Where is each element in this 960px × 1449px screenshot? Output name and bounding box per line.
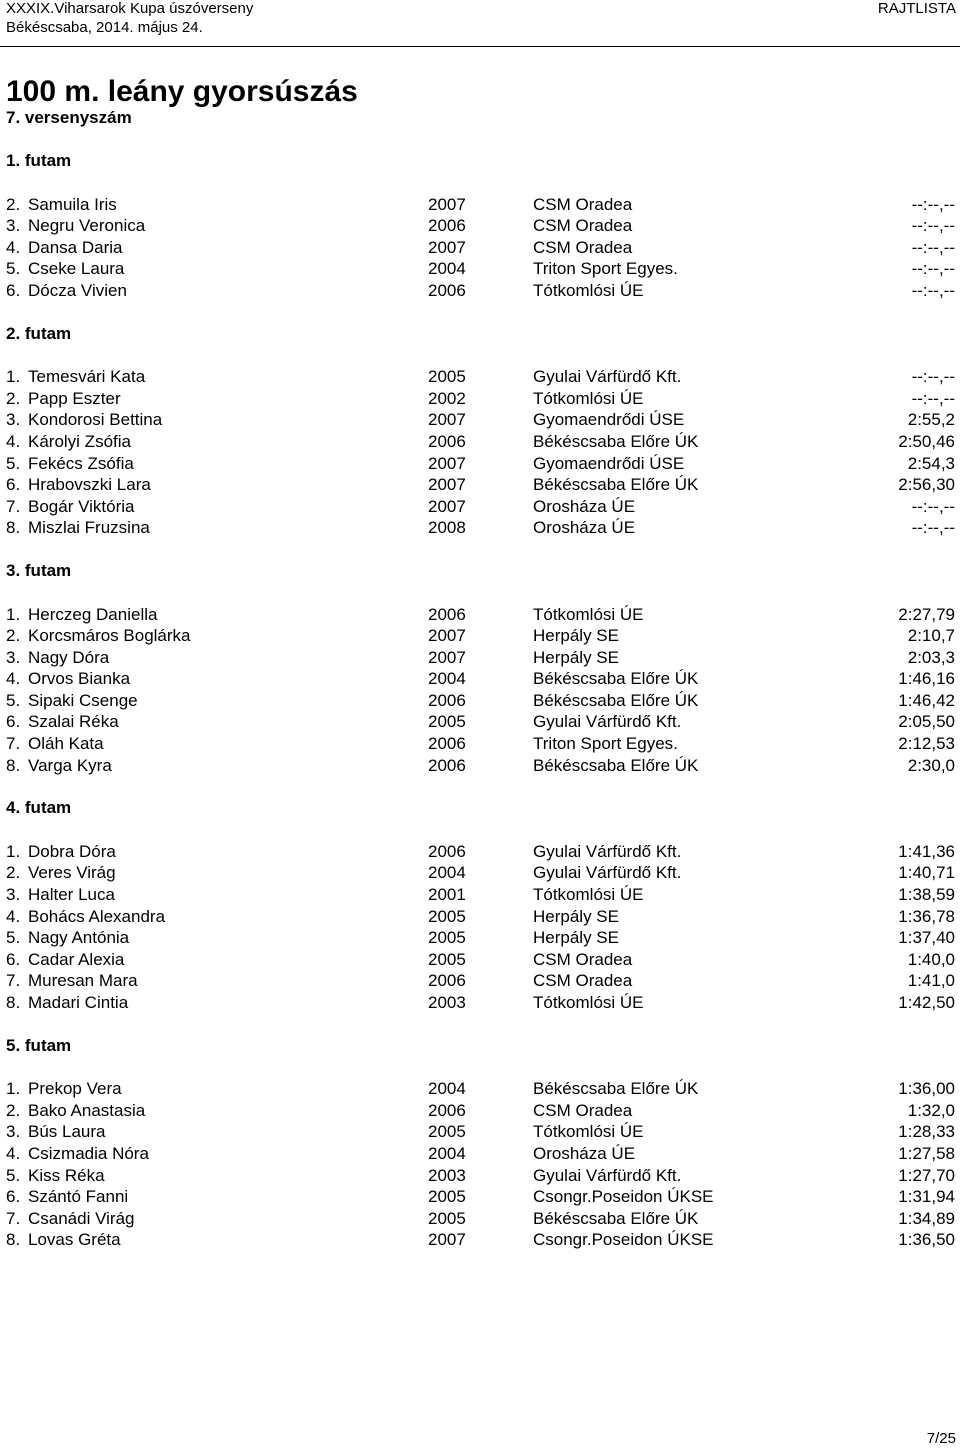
birth-year: 2007 (428, 1230, 466, 1250)
birth-year: 2005 (428, 928, 466, 948)
club-name: Békéscsaba Előre ÚK (533, 755, 699, 775)
lane-number: 5. (6, 928, 21, 948)
swimmer-row (0, 992, 960, 1014)
club-name: CSM Oradea (533, 1100, 633, 1120)
entry-time: 1:46,42 (898, 690, 955, 710)
lane-number: 2. (6, 388, 21, 408)
birth-year: 2005 (428, 367, 466, 387)
swimmer-row (0, 496, 960, 518)
swimmer-name: Bogár Viktória (28, 496, 135, 516)
heat-title: 1. futam (6, 151, 72, 170)
entry-time: 1:41,0 (907, 971, 955, 991)
swimmer-name: Lovas Gréta (28, 1230, 121, 1250)
club-name: CSM Oradea (533, 216, 633, 236)
swimmer-name: Károlyi Zsófia (28, 431, 131, 451)
lane-number: 1. (6, 1079, 21, 1099)
heats-list (0, 150, 960, 1272)
swimmer-row (0, 1100, 960, 1122)
heat-title: 4. futam (6, 798, 72, 818)
competition-title: XXXIX.Viharsarok Kupa úszóverseny (6, 0, 254, 17)
swimmer-name: Szántó Fanni (28, 1187, 129, 1207)
lane-number: 4. (6, 431, 21, 451)
birth-year: 2004 (428, 259, 466, 279)
event-number: 7. versenyszám (6, 108, 132, 127)
swimmer-row (0, 949, 960, 971)
swimmer-row (0, 1143, 960, 1165)
swimmer-name: Madari Cintia (28, 993, 129, 1012)
birth-year: 2006 (428, 971, 466, 991)
swimmer-row (0, 1208, 960, 1230)
club-name: Triton Sport Egyes. (533, 259, 678, 279)
heat-section (0, 150, 960, 302)
entry-time: --:--,-- (911, 216, 955, 236)
entry-time: 1:27,70 (898, 1165, 955, 1185)
club-name: Tótkomlósi ÚE (533, 280, 644, 300)
lane-number: 8. (6, 1230, 21, 1250)
birth-year: 2005 (428, 949, 466, 969)
club-name: Gyomaendrődi ÚSE (533, 453, 685, 473)
lane-number: 4. (6, 237, 21, 257)
swimmer-row (0, 862, 960, 884)
entry-time: 2:30,0 (907, 755, 955, 775)
club-name: Gyulai Várfürdő Kft. (533, 367, 682, 387)
entry-time: --:--,-- (911, 237, 955, 257)
header-divider (0, 46, 960, 47)
swimmer-row (0, 517, 960, 539)
birth-year: 2005 (428, 1187, 466, 1207)
entry-time: 1:36,78 (898, 906, 955, 926)
lane-number: 5. (6, 259, 21, 279)
swimmer-row (0, 237, 960, 259)
lane-number: 8. (6, 993, 21, 1012)
entry-time: 1:36,50 (898, 1230, 955, 1250)
swimmer-row (0, 1229, 960, 1251)
entry-time: 1:28,33 (898, 1122, 955, 1142)
swimmer-name: Bohács Alexandra (28, 906, 166, 926)
swimmer-name: Nagy Antónia (28, 928, 130, 948)
swimmer-name: Orvos Bianka (28, 669, 131, 689)
heat-section (0, 323, 960, 539)
lane-number: 1. (6, 841, 21, 861)
club-name: Békéscsaba Előre ÚK (533, 431, 699, 451)
swimmer-name: Dobra Dóra (28, 841, 116, 861)
lane-number: 4. (6, 669, 21, 689)
birth-year: 2008 (428, 518, 466, 538)
birth-year: 2006 (428, 1100, 466, 1120)
swimmer-row (0, 711, 960, 733)
club-name: Csongr.Poseidon ÚKSE (533, 1230, 714, 1250)
swimmer-row (0, 388, 960, 410)
swimmer-name: Bús Laura (28, 1122, 106, 1142)
swimmer-row (0, 970, 960, 992)
club-name: Herpály SE (533, 906, 619, 926)
swimmer-name: Csanádi Virág (28, 1208, 135, 1228)
swimmer-name: Dansa Daria (28, 237, 123, 257)
club-name: Orosháza ÚE (533, 1143, 636, 1163)
heat-title: 5. futam (6, 1035, 72, 1055)
lane-number: 3. (6, 410, 21, 430)
birth-year: 2007 (428, 475, 466, 495)
swimmer-row (0, 215, 960, 237)
swimmer-name: Kiss Réka (28, 1165, 105, 1185)
lane-number: 5. (6, 453, 21, 473)
lane-number: 5. (6, 690, 21, 710)
entry-time: --:--,-- (911, 194, 955, 214)
club-name: Gyulai Várfürdő Kft. (533, 712, 682, 732)
birth-year: 2004 (428, 863, 466, 883)
entry-time: 1:27,58 (898, 1143, 955, 1163)
swimmer-row (0, 280, 960, 302)
club-name: Tótkomlósi ÚE (533, 993, 644, 1012)
swimmer-row (0, 604, 960, 626)
birth-year: 2007 (428, 496, 466, 516)
swimmer-row (0, 1078, 960, 1100)
lane-number: 3. (6, 885, 21, 905)
swimmer-name: Nagy Dóra (28, 647, 110, 667)
club-name: Békéscsaba Előre ÚK (533, 1079, 699, 1099)
lane-number: 1. (6, 604, 21, 624)
swimmer-name: Cseke Laura (28, 259, 125, 279)
club-name: Gyulai Várfürdő Kft. (533, 863, 682, 883)
birth-year: 2004 (428, 1079, 466, 1099)
lane-number: 2. (6, 626, 21, 646)
entry-time: 2:12,53 (898, 734, 955, 754)
lane-number: 7. (6, 734, 21, 754)
birth-year: 2007 (428, 453, 466, 473)
swimmer-row (0, 841, 960, 863)
club-name: Tótkomlósi ÚE (533, 604, 644, 624)
entry-time: 1:40,0 (907, 949, 955, 969)
club-name: Herpály SE (533, 647, 619, 667)
lane-number: 4. (6, 906, 21, 926)
birth-year: 2002 (428, 388, 466, 408)
swimmer-name: Kondorosi Bettina (28, 410, 163, 430)
swimmer-name: Temesvári Kata (28, 367, 146, 387)
competition-date-location: Békéscsaba, 2014. május 24. (6, 19, 203, 36)
lane-number: 6. (6, 1187, 21, 1207)
birth-year: 2006 (428, 280, 466, 300)
club-name: Gyomaendrődi ÚSE (533, 410, 685, 430)
swimmer-row (0, 474, 960, 496)
swimmer-row (0, 453, 960, 475)
heat-section (0, 797, 960, 1013)
lane-number: 8. (6, 518, 21, 538)
lane-number: 5. (6, 1165, 21, 1185)
swimmer-name: Varga Kyra (28, 755, 112, 775)
entry-time: 1:41,36 (898, 841, 955, 861)
lane-number: 3. (6, 647, 21, 667)
entry-time: 2:50,46 (898, 431, 955, 451)
birth-year: 2003 (428, 1165, 466, 1185)
lane-number: 1. (6, 367, 21, 387)
club-name: CSM Oradea (533, 971, 633, 991)
swimmer-name: Oláh Kata (28, 734, 104, 754)
entry-time: 1:42,50 (898, 993, 955, 1012)
club-name: Csongr.Poseidon ÚKSE (533, 1187, 714, 1207)
entry-time: 2:10,7 (907, 626, 955, 646)
birth-year: 2006 (428, 841, 466, 861)
swimmer-row (0, 668, 960, 690)
club-name: Békéscsaba Előre ÚK (533, 1208, 699, 1228)
entry-time: --:--,-- (911, 367, 955, 387)
birth-year: 2007 (428, 237, 466, 257)
event-title: 100 m. leány gyorsúszás (6, 75, 358, 108)
entry-time: --:--,-- (911, 259, 955, 279)
heat-title: 2. futam (6, 323, 72, 343)
swimmer-name: Szalai Réka (28, 712, 119, 732)
swimmer-row (0, 884, 960, 906)
lane-number: 7. (6, 496, 21, 516)
swimmer-row (0, 431, 960, 453)
swimmer-name: Muresan Mara (28, 971, 138, 991)
swimmer-row (0, 755, 960, 777)
swimmer-row (0, 194, 960, 216)
lane-number: 4. (6, 1143, 21, 1163)
birth-year: 2004 (428, 1143, 466, 1163)
birth-year: 2006 (428, 734, 466, 754)
birth-year: 2006 (428, 690, 466, 710)
entry-time: 2:05,50 (898, 712, 955, 732)
entry-time: 2:03,3 (907, 647, 955, 667)
lane-number: 6. (6, 280, 21, 300)
lane-number: 2. (6, 1100, 21, 1120)
lane-number: 3. (6, 1122, 21, 1142)
birth-year: 2005 (428, 1122, 466, 1142)
entry-time: --:--,-- (911, 518, 955, 538)
swimmer-name: Halter Luca (28, 885, 115, 905)
birth-year: 2003 (428, 993, 466, 1012)
swimmer-name: Hrabovszki Lara (28, 475, 151, 495)
lane-number: 2. (6, 194, 21, 214)
club-name: Békéscsaba Előre ÚK (533, 475, 699, 495)
club-name: Triton Sport Egyes. (533, 734, 678, 754)
entry-time: 1:31,94 (898, 1187, 955, 1207)
club-name: Herpály SE (533, 928, 619, 948)
club-name: Békéscsaba Előre ÚK (533, 669, 699, 689)
swimmer-name: Fekécs Zsófia (28, 453, 134, 473)
swimmer-row (0, 927, 960, 949)
club-name: Herpály SE (533, 626, 619, 646)
lane-number: 7. (6, 1208, 21, 1228)
birth-year: 2006 (428, 755, 466, 775)
entry-time: --:--,-- (911, 496, 955, 516)
swimmer-row (0, 1121, 960, 1143)
birth-year: 2006 (428, 604, 466, 624)
lane-number: 6. (6, 712, 21, 732)
entry-time: 1:46,16 (898, 669, 955, 689)
club-name: CSM Oradea (533, 949, 633, 969)
heat-title: 3. futam (6, 560, 72, 580)
birth-year: 2005 (428, 712, 466, 732)
swimmer-name: Herczeg Daniella (28, 604, 158, 624)
birth-year: 2006 (428, 431, 466, 451)
swimmer-name: Bako Anastasia (28, 1100, 146, 1120)
lane-number: 7. (6, 971, 21, 991)
swimmer-name: Csizmadia Nóra (28, 1143, 149, 1163)
club-name: Orosháza ÚE (533, 518, 636, 538)
club-name: Orosháza ÚE (533, 496, 636, 516)
swimmer-name: Veres Virág (28, 863, 116, 883)
swimmer-name: Dócza Vivien (28, 280, 127, 300)
swimmer-name: Cadar Alexia (28, 949, 125, 969)
swimmer-name: Miszlai Fruzsina (28, 518, 150, 538)
entry-time: 2:54,3 (907, 453, 955, 473)
entry-time: 1:40,71 (898, 863, 955, 883)
swimmer-name: Papp Eszter (28, 388, 121, 408)
heat-section (0, 560, 960, 776)
swimmer-row (0, 625, 960, 647)
swimmer-row (0, 366, 960, 388)
entry-time: 1:36,00 (898, 1079, 955, 1099)
entry-time: 1:32,0 (907, 1100, 955, 1120)
entry-time: 2:27,79 (898, 604, 955, 624)
swimmer-row (0, 690, 960, 712)
club-name: Gyulai Várfürdő Kft. (533, 841, 682, 861)
birth-year: 2006 (428, 216, 466, 236)
birth-year: 2007 (428, 194, 466, 214)
swimmer-row (0, 409, 960, 431)
swimmer-row (0, 647, 960, 669)
club-name: CSM Oradea (533, 194, 633, 214)
heat-section (0, 1035, 960, 1251)
birth-year: 2007 (428, 626, 466, 646)
lane-number: 8. (6, 755, 21, 775)
entry-time: 1:37,40 (898, 928, 955, 948)
entry-time: 1:34,89 (898, 1208, 955, 1228)
swimmer-row (0, 258, 960, 280)
club-name: Tótkomlósi ÚE (533, 388, 644, 408)
page-number: 7/25 (926, 1430, 956, 1447)
club-name: CSM Oradea (533, 237, 633, 257)
birth-year: 2007 (428, 647, 466, 667)
swimmer-row (0, 1186, 960, 1208)
swimmer-name: Korcsmáros Boglárka (28, 626, 191, 646)
lane-number: 2. (6, 863, 21, 883)
birth-year: 2001 (428, 885, 466, 905)
swimmer-name: Prekop Vera (28, 1079, 122, 1099)
birth-year: 2004 (428, 669, 466, 689)
swimmer-row (0, 733, 960, 755)
swimmer-row (0, 1165, 960, 1187)
swimmer-row (0, 906, 960, 928)
entry-time: 1:38,59 (898, 885, 955, 905)
club-name: Tótkomlósi ÚE (533, 885, 644, 905)
birth-year: 2005 (428, 1208, 466, 1228)
birth-year: 2005 (428, 906, 466, 926)
entry-time: 2:56,30 (898, 475, 955, 495)
entry-time: --:--,-- (911, 280, 955, 300)
birth-year: 2007 (428, 410, 466, 430)
club-name: Gyulai Várfürdő Kft. (533, 1165, 682, 1185)
club-name: Tótkomlósi ÚE (533, 1122, 644, 1142)
entry-time: 2:55,2 (907, 410, 955, 430)
swimmer-name: Samuila Iris (28, 194, 117, 214)
lane-number: 6. (6, 949, 21, 969)
lane-number: 6. (6, 475, 21, 495)
report-type: RAJTLISTA (877, 0, 956, 17)
swimmer-name: Sipaki Csenge (28, 690, 138, 710)
entry-time: --:--,-- (911, 388, 955, 408)
club-name: Békéscsaba Előre ÚK (533, 690, 699, 710)
lane-number: 3. (6, 216, 21, 236)
swimmer-name: Negru Veronica (28, 216, 146, 236)
